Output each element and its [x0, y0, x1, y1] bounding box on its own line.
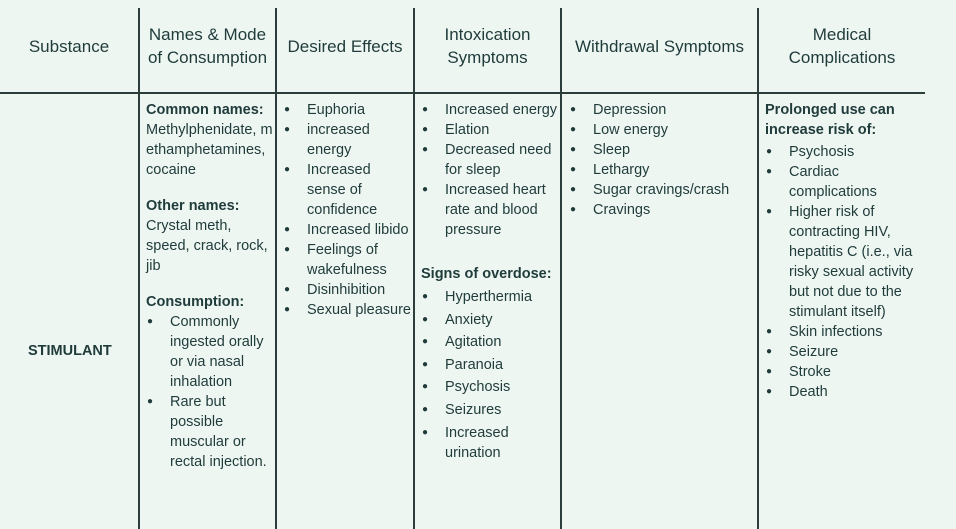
list-item: ● Commonly ingested orally or via nasal inhalation	[146, 312, 274, 392]
list-item: ● Cravings	[569, 200, 755, 220]
list-item: ● Paranoia	[421, 355, 559, 375]
list-item: ● Cardiac complications	[765, 162, 923, 202]
header-withdrawal: Withdrawal Symptoms	[574, 36, 745, 56]
list-item: ● Anxiety	[421, 310, 559, 330]
list-item: ● Decreased need for sleep	[421, 140, 559, 180]
names-cell	[146, 100, 274, 472]
list-item: ● Increased energy	[421, 100, 559, 120]
list-item: ● Sexual pleasure	[283, 300, 411, 320]
header-substance: Substance	[28, 36, 110, 56]
medical-label: Prolonged use can increase risk of:	[765, 102, 895, 138]
list-item: ● Agitation	[421, 332, 559, 352]
list-item: ● Elation	[421, 120, 559, 140]
list-item: ● Feelings of wakefulness	[283, 240, 411, 280]
list-item: ● Increased urination	[421, 423, 559, 463]
list-item: ● Sleep	[569, 140, 755, 160]
list-item: ● Low energy	[569, 120, 755, 140]
header-names: Names & Mode of Consumption	[147, 25, 268, 67]
list-item: ● Depression	[569, 100, 755, 120]
list-item: ● Stroke	[765, 362, 923, 382]
desired-effects-cell	[283, 100, 411, 320]
list-item: ● Lethargy	[569, 160, 755, 180]
substance-name: STIMULANT	[28, 343, 112, 359]
list-item: ● Higher risk of contracting HIV, hepatitis C (i.e., via risky sexual activity but not due to the stimulant itself)	[765, 202, 923, 322]
list-item: ● Seizures	[421, 400, 559, 420]
list-item: ● Increased sense of confidence	[283, 160, 411, 220]
overdose-label: Signs of overdose:	[421, 266, 552, 282]
header-divider	[0, 92, 925, 94]
common-names-text: Methylphenidate, methamphetamines, cocaine	[146, 122, 273, 178]
common-names-label: Common names:	[146, 102, 264, 118]
withdrawal-cell	[569, 100, 755, 220]
intoxication-cell	[421, 100, 559, 465]
header-medical: Medical Complications	[788, 25, 896, 67]
list-item: ● Increased libido	[283, 220, 411, 240]
list-item: ● Seizure	[765, 342, 923, 362]
list-item: ● Increased heart rate and blood pressure	[421, 180, 559, 240]
list-item: ● Sugar cravings/crash	[569, 180, 755, 200]
consumption-label: Consumption:	[146, 294, 245, 310]
list-item: ● Psychosis	[765, 142, 923, 162]
list-item: ● Euphoria	[283, 100, 411, 120]
list-item: ● Hyperthermia	[421, 287, 559, 307]
other-names-label: Other names:	[146, 198, 240, 214]
header-desired-effects: Desired Effects	[287, 36, 403, 56]
list-item: ● Death	[765, 382, 923, 402]
list-item: ● increased energy	[283, 120, 411, 160]
list-item: ● Disinhibition	[283, 280, 411, 300]
other-names-text: Crystal meth, speed, crack, rock, jib	[146, 218, 268, 274]
header-intoxication: Intoxication Symptoms	[444, 25, 531, 67]
list-item: ● Psychosis	[421, 377, 559, 397]
list-item: ● Skin infections	[765, 322, 923, 342]
medical-cell	[765, 100, 923, 402]
list-item: ● Rare but possible muscular or rectal injection.	[146, 392, 274, 472]
